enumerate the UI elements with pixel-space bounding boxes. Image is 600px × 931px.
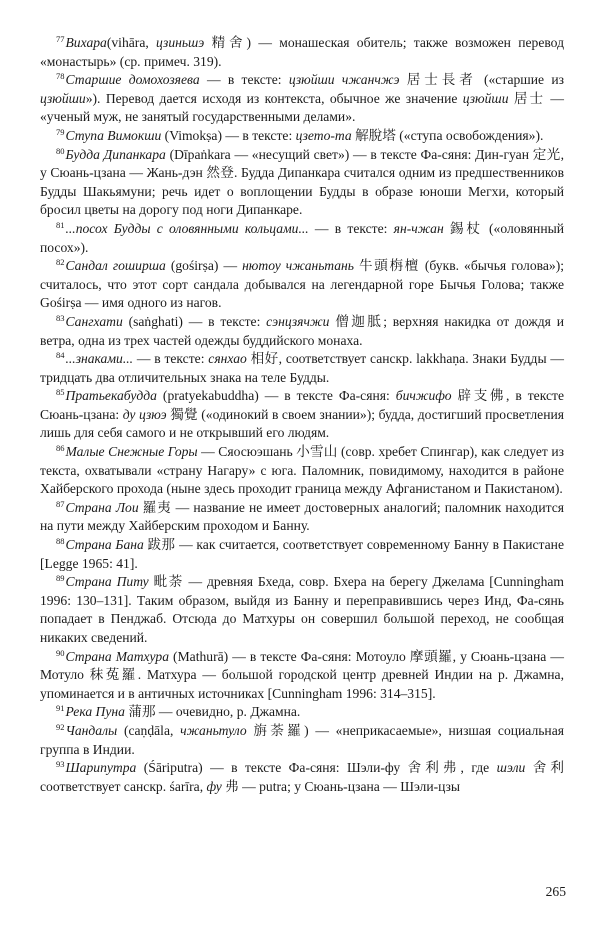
endnote-number: 91 bbox=[56, 703, 65, 714]
endnote-italic-term: шэли bbox=[496, 760, 526, 776]
endnote-93 bbox=[40, 759, 564, 796]
endnote-italic-term: Страна Матхура bbox=[65, 648, 169, 664]
endnote-italic-term: ...посох Будды с оловянными кольцами... bbox=[65, 220, 309, 236]
endnote-text: 居士 — «ученый муж, не занятый государственными делами». bbox=[40, 90, 565, 125]
endnote-text: — в тексте: bbox=[133, 351, 209, 367]
endnote-italic-term: Малые Снежные Горы bbox=[65, 444, 198, 460]
endnote-text: 羅夷 — название не имеет достоверных аналогий; паломник находится на пути между Хайберским проходом и Банну. bbox=[40, 499, 564, 534]
endnote-text: 弗 — putra; у Сюань-цзана — Шэли-цзы bbox=[221, 778, 461, 794]
endnote-italic-term: Страна Лои bbox=[65, 499, 139, 515]
endnote-89 bbox=[40, 573, 564, 647]
endnote-text: (Mathurā) — в тексте Фа-сяня: Мотоуло 摩頭羅, у Сюань-цзана — Мотуло 秣菟羅. Матхура — большой городской центр древней Индии на р. Джамна, упоминается и в античных источниках [Cunningham 1996: 314–315]. bbox=[40, 648, 564, 701]
endnote-italic-term: Ступа Вимокши bbox=[65, 127, 162, 143]
endnote-text: 相好, соответствует санскр. lakkhaṇa. Знаки Будды — тридцать два отличительных знака на теле Будды. bbox=[40, 351, 564, 385]
endnote-77 bbox=[40, 34, 564, 71]
endnote-italic-term: цзиньшэ bbox=[156, 35, 205, 50]
endnote-82 bbox=[40, 257, 564, 313]
endnote-text: 牛頭栴檀 (букв. «бычья голова»); считалось, что этот сорт сандала добывался на легендарной горе Бычья Голова; также Gośirṣa — имя одного из нагов. bbox=[40, 258, 565, 311]
endnote-number: 80 bbox=[56, 145, 65, 156]
endnote-text: (Vimokṣa) — в тексте: bbox=[161, 127, 296, 143]
endnote-text: 舍利 соответствует санскр. śarīra, bbox=[40, 760, 564, 794]
endnote-italic-term: Сандал гоширша bbox=[65, 258, 166, 274]
endnote-italic-term: Пратьекабудда bbox=[65, 388, 157, 404]
endnote-italic-term: цзето-та bbox=[295, 127, 352, 143]
endnote-italic-term: ...знаками... bbox=[65, 351, 134, 367]
endnote-italic-term: Чандалы bbox=[65, 722, 118, 738]
endnote-text: 解脫塔 («ступа освобождения»). bbox=[351, 127, 544, 143]
endnote-number: 83 bbox=[56, 312, 65, 323]
endnote-86 bbox=[40, 443, 564, 499]
endnote-italic-term: Будда Дипанкара bbox=[65, 146, 166, 162]
endnote-number: 85 bbox=[56, 387, 65, 398]
endnote-text: (Śāriputra) — в тексте Фа-сяня: Шэли-фу 舍利弗, где bbox=[136, 760, 497, 776]
endnote-text: 旃荼羅) — «неприкасаемые», низшая социальная группа в Индии. bbox=[40, 722, 564, 757]
endnote-italic-term: ду цзюэ bbox=[122, 406, 167, 422]
endnote-88 bbox=[40, 536, 564, 573]
endnote-text: »). Перевод дается исходя из контекста, обычное же значение bbox=[85, 90, 463, 106]
endnote-90 bbox=[40, 648, 564, 704]
endnote-italic-term: цзюйши bbox=[462, 90, 509, 106]
endnote-text: (Dīpaṅkara — «несущий свет») — в тексте Фа-сяня: Дин-гуан 定光, у Сюань-цзана — Жань-дэн 然登. Будда Дипанкара считался одним из предшественников Будды Шакьямуни; речь идет о воплощении Будды в образе юноши Мегхи, который бросил цветы на дорогу под ноги Дипанкаре. bbox=[40, 146, 564, 218]
endnote-number: 92 bbox=[56, 721, 65, 732]
endnote-87 bbox=[40, 499, 564, 536]
endnote-91 bbox=[40, 703, 564, 722]
endnote-text: 跋那 — как считается, соответствует современному Банну в Пакистане [Legge 1965: 41]. bbox=[40, 537, 564, 571]
endnote-text: — Сяосюэшань 小雪山 (совр. хребет Спингар), как следует из текста, охватывали «страну Нагару» с юга. Паломник, повидимому, находится в районе Хайберского прохода (ныне здесь проходит граница между Афганистаном и Пакистаном). bbox=[40, 444, 564, 497]
endnote-italic-term: бичжифо bbox=[395, 388, 452, 404]
endnote-number: 89 bbox=[56, 573, 65, 584]
endnote-number: 88 bbox=[56, 536, 65, 547]
endnote-81 bbox=[40, 220, 564, 257]
endnote-92 bbox=[40, 722, 564, 759]
endnote-italic-term: ян-чжан bbox=[393, 220, 444, 236]
endnote-84 bbox=[40, 350, 564, 387]
endnote-text: — в тексте: bbox=[308, 220, 394, 236]
endnote-text: 辟支佛, в тексте Сюань-цзана: bbox=[40, 388, 564, 422]
endnote-78 bbox=[40, 71, 564, 127]
endnote-text: (gośirṣa) — bbox=[165, 258, 243, 274]
endnote-number: 77 bbox=[56, 34, 65, 44]
endnote-85 bbox=[40, 387, 564, 443]
endnote-italic-term: цзюйши чжанчжэ bbox=[288, 72, 400, 88]
endnote-text: (caṇḍāla, bbox=[117, 722, 181, 738]
endnote-italic-term: Сангхати bbox=[65, 313, 123, 329]
endnote-text: (saṅghati) — в тексте: bbox=[122, 313, 267, 329]
endnote-italic-term: Страна Бана bbox=[65, 537, 144, 553]
endnote-number: 86 bbox=[56, 443, 65, 454]
endnote-italic-term: Старшие домохозяева bbox=[65, 72, 200, 88]
endnote-number: 79 bbox=[56, 126, 65, 137]
endnote-italic-term: Река Пуна bbox=[65, 704, 125, 720]
endnote-italic-term: цзюйши bbox=[40, 90, 86, 106]
endnote-italic-term: фу bbox=[206, 778, 222, 794]
endnote-number: 90 bbox=[56, 647, 65, 658]
endnote-number: 93 bbox=[56, 759, 65, 770]
page-number: 265 bbox=[545, 884, 566, 899]
endnote-italic-term: Шарипутра bbox=[65, 760, 137, 776]
endnote-italic-term: Вихара bbox=[65, 35, 107, 50]
endnote-italic-term: сэнцзячжи bbox=[266, 313, 330, 329]
endnote-83 bbox=[40, 313, 564, 350]
endnote-79 bbox=[40, 127, 564, 146]
endnote-80 bbox=[40, 146, 564, 220]
endnotes-list bbox=[40, 34, 564, 796]
endnote-italic-term: Страна Питу bbox=[65, 574, 149, 590]
endnote-text: 獨覺 («одинокий в своем знании»); будда, достигший просветления лишь для себя самого и не открывший его людям. bbox=[40, 406, 564, 441]
endnote-text: (pratyekabuddha) — в тексте Фа-сяня: bbox=[156, 388, 396, 404]
endnote-number: 87 bbox=[56, 498, 65, 509]
endnote-number: 82 bbox=[56, 257, 65, 268]
endnote-text: 毗荼 — древняя Бхеда, совр. Бхера на берегу Джелама [Cunningham 1996: 130–131]. Таким образом, выйдя из Банну и переправившись через Инд, Фа-сянь попадает в Пенджаб. Отсюда до Матхуры он совершил большой переход, не сообщая никаких сведений. bbox=[40, 574, 564, 645]
endnote-text: 精舍) — монашеская обитель; также возможен перевод «монастырь» (ср. примеч. 319). bbox=[40, 35, 564, 69]
endnote-number: 78 bbox=[56, 71, 65, 82]
endnote-italic-term: сянхао bbox=[208, 351, 247, 367]
endnote-text: 錫杖 («оловянный посох»). bbox=[40, 220, 564, 255]
endnote-italic-term: чжаньтуло bbox=[180, 722, 247, 738]
endnote-text: — в тексте: bbox=[199, 72, 289, 88]
endnote-number: 84 bbox=[56, 350, 65, 361]
endnote-number: 81 bbox=[56, 219, 65, 230]
endnote-text: 居士長者 («старшие из bbox=[399, 72, 564, 88]
endnote-text: 僧迦胝; верхняя накидка от дождя и ветра, одна из трех частей одежды буддийского монаха. bbox=[40, 313, 564, 348]
endnote-text: (vihāra, bbox=[106, 35, 157, 50]
endnote-italic-term: нютоу чжаньтань bbox=[242, 258, 354, 274]
endnote-text: 蒲那 — очевидно, р. Джамна. bbox=[124, 704, 301, 720]
